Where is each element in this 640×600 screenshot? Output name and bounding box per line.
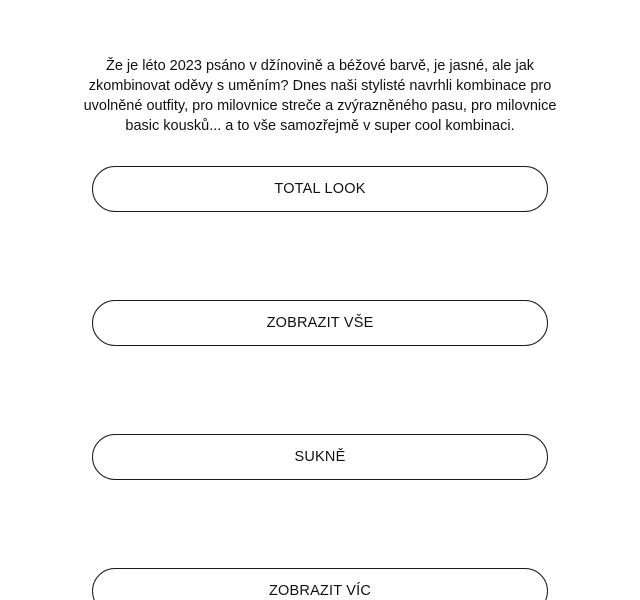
show-more-button[interactable]: ZOBRAZIT VÍC (92, 568, 548, 600)
total-look-button[interactable]: TOTAL LOOK (92, 166, 548, 212)
skirts-button[interactable]: SUKNĚ (92, 434, 548, 480)
intro-paragraph: Že je léto 2023 psáno v džínovině a béžové barvě, je jasné, ale jak zkombinovat oděvy s uměním? Dnes naši stylisté navrhli kombinace pro uvolněné outfity, pro milovnice streče a zvýrazněného pasu, pro milovnice basic kousků... a to vše samozřejmě v super cool kombinaci. (83, 58, 557, 134)
show-all-button[interactable]: ZOBRAZIT VŠE (92, 300, 548, 346)
